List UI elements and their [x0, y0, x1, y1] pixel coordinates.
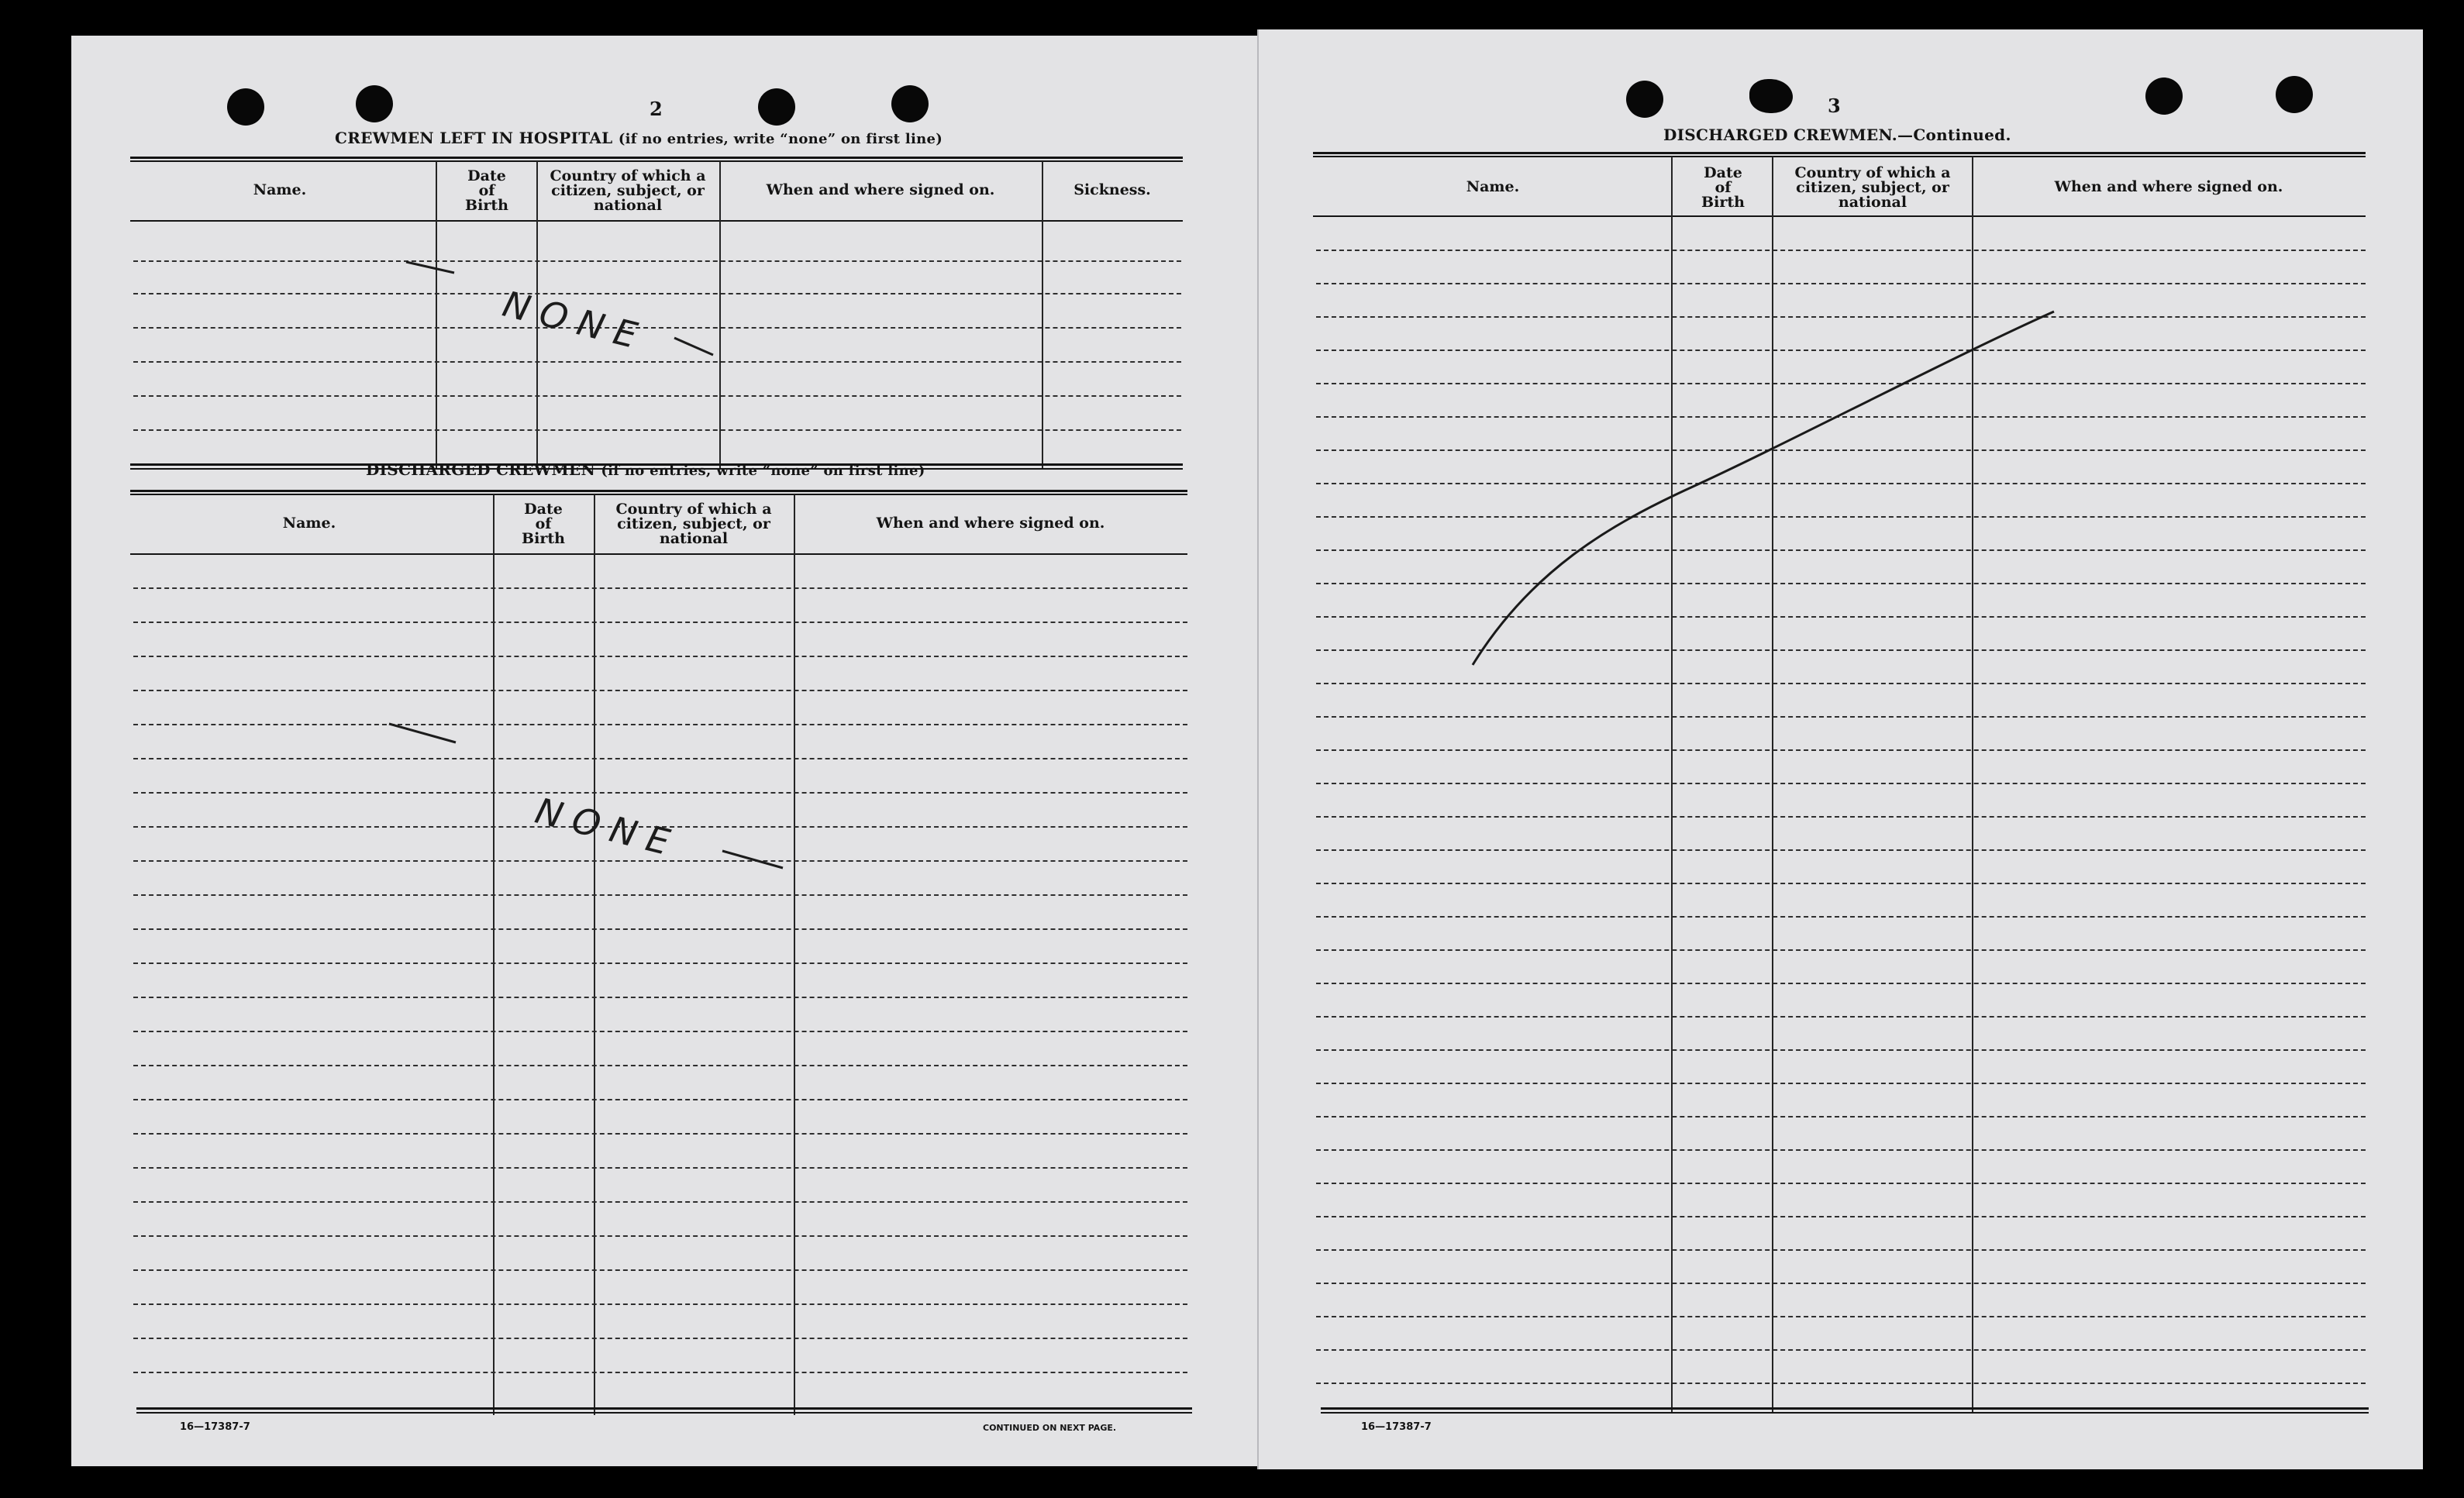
hospital-col-dob: Date of Birth — [465, 167, 508, 214]
hospital-title: CREWMEN LEFT IN HOSPITAL — [335, 129, 613, 147]
entry-line — [133, 1372, 1187, 1373]
right-col-name: Name. — [1466, 178, 1520, 195]
discharged-bottom-rule — [136, 1412, 1192, 1414]
entry-line — [1316, 983, 2366, 984]
entry-line — [133, 1269, 1187, 1271]
entry-line — [1316, 749, 2366, 751]
entry-line — [1316, 1383, 2366, 1384]
right-col-signed-on: When and where signed on. — [2054, 178, 2283, 195]
entry-line — [1316, 1049, 2366, 1051]
entry-line — [133, 1167, 1187, 1169]
discharged-col-country: Country of which a citizen, subject, or national — [615, 501, 772, 547]
entry-line — [1316, 1349, 2366, 1351]
discharged-col-name: Name. — [282, 515, 336, 532]
left-page — [71, 36, 1257, 1466]
right-col-dob: Date of Birth — [1701, 164, 1745, 211]
entry-line — [1316, 916, 2366, 918]
entry-line — [1316, 1283, 2366, 1284]
entry-line — [133, 1065, 1187, 1066]
discharged-bottom-rule — [136, 1407, 1192, 1410]
handwritten-none: NONE — [498, 282, 652, 360]
entry-line — [133, 1303, 1187, 1305]
right-page — [1257, 29, 2423, 1469]
entry-line — [1316, 949, 2366, 951]
entry-line — [133, 1031, 1187, 1032]
hospital-col-sickness: Sickness. — [1073, 181, 1151, 198]
entry-line — [1316, 816, 2366, 818]
entry-line — [1316, 1083, 2366, 1084]
entry-line — [1316, 1149, 2366, 1151]
entry-line — [133, 1201, 1187, 1203]
discharged-continued-title: DISCHARGED CREWMEN.—Continued. — [1663, 126, 2011, 144]
entry-line — [1316, 883, 2366, 884]
entry-line — [133, 1338, 1187, 1339]
form-number: 16—17387-7 — [1361, 1421, 1432, 1433]
entry-line — [1316, 1016, 2366, 1018]
handwritten-dash — [71, 36, 1257, 966]
entry-line — [1316, 1216, 2366, 1217]
entry-line — [1316, 1249, 2366, 1251]
entry-line — [1316, 1183, 2366, 1184]
right-bottom-rule — [1321, 1407, 2369, 1410]
discharged-col-signed-on: When and where signed on. — [876, 515, 1105, 532]
entry-line — [133, 1235, 1187, 1237]
handwritten-none: NONE — [531, 789, 684, 866]
continued-note: CONTINUED ON NEXT PAGE. — [983, 1423, 1117, 1433]
discharged-col-dob: Date of Birth — [522, 501, 565, 547]
ink-stroke — [389, 724, 456, 742]
hospital-col-country: Country of which a citizen, subject, or national — [550, 167, 706, 214]
page-number: 2 — [650, 98, 663, 120]
discharged-title: DISCHARGED CREWMEN — [366, 460, 596, 479]
right-col-country: Country of which a citizen, subject, or national — [1794, 164, 1951, 211]
entry-line — [133, 1133, 1187, 1135]
entry-line — [1316, 1316, 2366, 1317]
diagonal-strike-line — [1259, 29, 2423, 727]
ink-stroke — [1473, 312, 2054, 665]
right-bottom-rule — [1321, 1412, 2369, 1414]
entry-line — [1316, 849, 2366, 851]
entry-line — [1316, 783, 2366, 784]
entry-line — [133, 1099, 1187, 1100]
hospital-col-signed-on: When and where signed on. — [766, 181, 995, 198]
hospital-col-name: Name. — [253, 181, 307, 198]
entry-line — [1316, 1116, 2366, 1117]
entry-line — [133, 997, 1187, 998]
form-number: 16—17387-7 — [180, 1421, 250, 1433]
page-number: 3 — [1828, 95, 1841, 117]
ink-stroke — [722, 851, 783, 868]
hospital-title-note: (if no entries, write “none” on first line) — [618, 131, 943, 147]
discharged-title-note: (if no entries, write “none” on first line) — [601, 463, 925, 479]
